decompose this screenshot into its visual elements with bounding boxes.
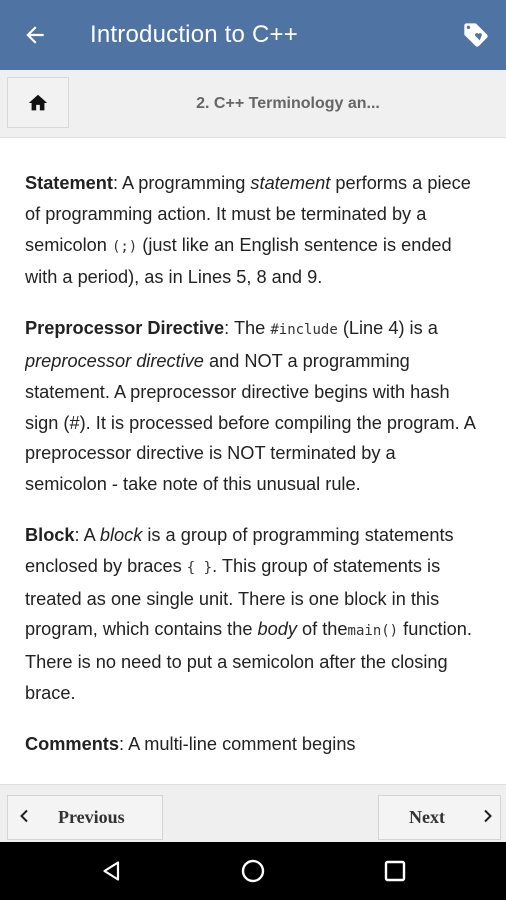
- chevron-left-icon: [18, 807, 38, 828]
- app-bar: [0, 0, 506, 70]
- previous-label: Previous: [58, 807, 125, 827]
- text: : A programming: [112, 173, 251, 193]
- code-snippet: (;): [111, 238, 138, 255]
- previous-button[interactable]: [7, 795, 163, 840]
- text: : A multi-line comment begins: [118, 733, 356, 754]
- text: performs a piece of programming action. It must be terminated by a semicolon: [25, 173, 471, 255]
- nav-home-icon: [240, 858, 266, 884]
- text: (just like an English sentence is ended with a period), as in Lines 5, 8 and 9.: [25, 234, 452, 288]
- text: and NOT a programming statement. A preprocessor directive begins with hash sign (: [25, 350, 450, 433]
- paragraph-block: [25, 520, 481, 709]
- term-directive: Preprocessor Directive: [25, 318, 225, 339]
- nav-home-button[interactable]: [218, 842, 288, 900]
- code-snippet: main(): [347, 623, 399, 640]
- code-snippet: { }: [186, 559, 213, 576]
- code-snippet: #include: [270, 322, 338, 339]
- text: : The: [224, 318, 271, 339]
- text: #: [69, 412, 80, 433]
- system-nav-bar: [0, 842, 506, 900]
- arrow-left-icon: [22, 22, 48, 48]
- nav-recents-button[interactable]: [360, 842, 430, 900]
- text: is a group of programming statements enclosed by braces: [25, 524, 454, 576]
- pager-bar: [0, 784, 506, 842]
- nav-back-icon: [99, 859, 123, 883]
- text: : A: [74, 524, 100, 545]
- text: ). It is processed before compiling the program. A preprocessor directive is NOT terminated by a semicolon - take note of this unusual rule.: [25, 412, 475, 495]
- emphasis: block: [99, 524, 143, 545]
- tag-button[interactable]: [446, 0, 506, 70]
- tag-icon: [462, 21, 490, 49]
- emphasis: body: [257, 619, 297, 640]
- nav-recents-icon: [384, 860, 406, 882]
- text: . This group of statements is treated as one single unit. There is one block in this program, which contains the: [25, 555, 441, 640]
- paragraph-comments: [25, 729, 481, 760]
- app-title: Introduction to C++: [90, 21, 298, 48]
- term-comments: Comments: [25, 733, 119, 754]
- paragraph-directive: [25, 313, 481, 500]
- next-button[interactable]: [378, 795, 501, 840]
- home-icon: [27, 92, 49, 114]
- text: function. There is no need to put a semicolon after the closing brace.: [25, 619, 472, 703]
- paragraph-statement: [25, 168, 481, 293]
- text: (Line 4) is a: [337, 318, 438, 339]
- breadcrumb[interactable]: 2. C++ Terminology an...: [196, 95, 380, 112]
- back-button[interactable]: [0, 0, 70, 70]
- next-label: Next: [409, 807, 445, 827]
- home-button[interactable]: [7, 77, 69, 128]
- emphasis: preprocessor directive: [25, 350, 204, 371]
- lesson-content: [25, 168, 481, 784]
- text: of the: [296, 619, 348, 640]
- chevron-right-icon: [482, 807, 494, 828]
- emphasis: statement: [250, 173, 331, 193]
- breadcrumb-bar: [0, 70, 506, 138]
- term-block: Block: [25, 524, 75, 545]
- nav-back-button[interactable]: [76, 842, 146, 900]
- term-statement: Statement: [25, 173, 113, 193]
